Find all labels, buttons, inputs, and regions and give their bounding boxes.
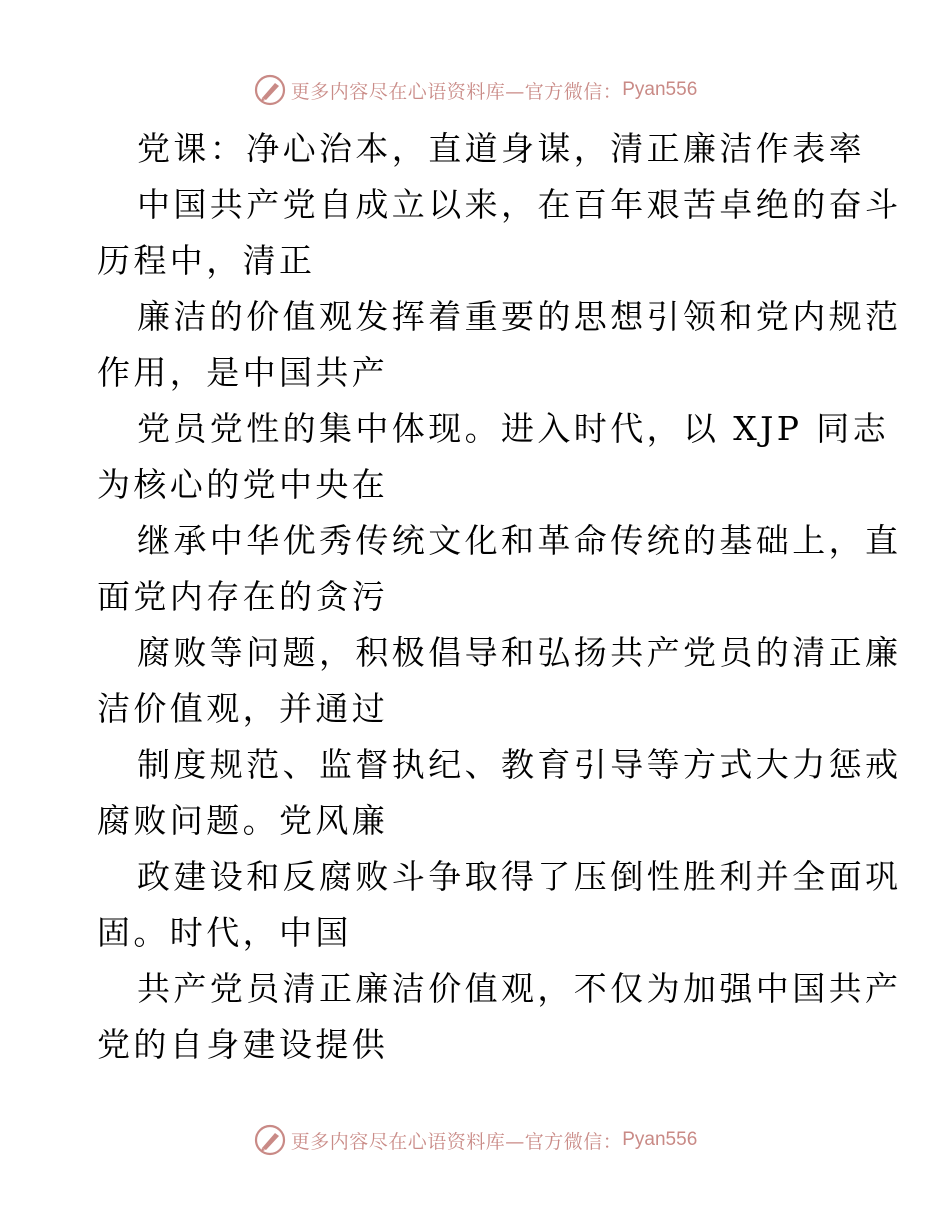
text-line: 腐败等问题，积极倡导和弘扬共产党员的清正廉	[137, 633, 902, 672]
text-line: 作用，是中国共产	[97, 353, 389, 392]
text-line: 洁价值观，并通过	[97, 689, 389, 728]
text-line: 中国共产党自成立以来，在百年艰苦卓绝的奋斗	[137, 185, 902, 224]
text-line: 党员党性的集中体现。进入时代，以 XJP 同志	[137, 409, 890, 448]
text-line: 廉洁的价值观发挥着重要的思想引领和党内规范	[137, 297, 902, 336]
text-line: 政建设和反腐败斗争取得了压倒性胜利并全面巩	[137, 857, 902, 896]
pen-logo-icon	[253, 1123, 287, 1157]
text-line: 固。时代，中国	[97, 913, 352, 952]
text-line: 面党内存在的贪污	[97, 577, 389, 616]
document-title: 党课：净心治本，直道身谋，清正廉洁作表率	[137, 129, 865, 168]
text-line: 党的自身建设提供	[97, 1025, 389, 1064]
text-line: 腐败问题。党风廉	[97, 801, 389, 840]
watermark-wechat-id: Pyan556	[622, 1129, 698, 1150]
pen-logo-icon	[253, 73, 287, 107]
text-line: 为核心的党中央在	[97, 465, 389, 504]
footer-watermark	[0, 1120, 950, 1160]
header-watermark	[0, 70, 950, 110]
text-line: 制度规范、监督执纪、教育引导等方式大力惩戒	[137, 745, 902, 784]
text-line: 历程中，清正	[97, 241, 316, 280]
text-line: 共产党员清正廉洁价值观，不仅为加强中国共产	[137, 969, 902, 1008]
watermark-wechat-id: Pyan556	[622, 79, 698, 100]
watermark-text: 更多内容尽在心语资料库—官方微信：	[290, 80, 623, 103]
watermark-text: 更多内容尽在心语资料库—官方微信：	[290, 1130, 623, 1153]
text-line: 继承中华优秀传统文化和革命传统的基础上，直	[137, 521, 902, 560]
document-body	[97, 121, 902, 1073]
